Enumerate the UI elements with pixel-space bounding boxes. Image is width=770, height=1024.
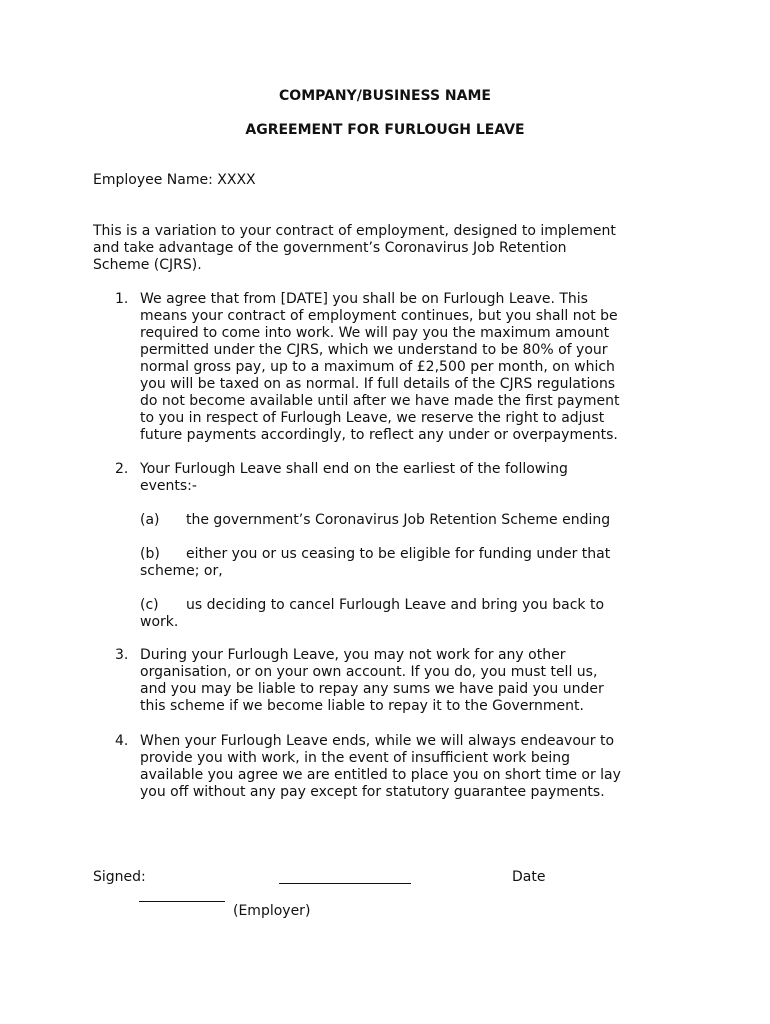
sub-item-label: (c) <box>140 597 159 613</box>
item-line: to you in respect of Furlough Leave, we reserve the right to adjust <box>140 410 605 426</box>
sub-item-label: (b) <box>140 546 160 562</box>
item-text <box>140 733 690 801</box>
intro-paragraph <box>93 223 683 274</box>
item-text <box>140 461 690 495</box>
item-line: future payments accordingly, to reflect any under or overpayments. <box>140 427 618 443</box>
employer-label: (Employer) <box>233 903 311 919</box>
item-line: available you agree we are entitled to place you on short time or lay <box>140 767 621 783</box>
sub-item-line: the government’s Coronavirus Job Retention Scheme ending <box>186 512 611 528</box>
intro-line: and take advantage of the government’s Coronavirus Job Retention <box>93 240 567 256</box>
item-text <box>140 291 690 444</box>
item-line: events:- <box>140 478 197 494</box>
item-line: Your Furlough Leave shall end on the earliest of the following <box>140 461 568 477</box>
item-line: When your Furlough Leave ends, while we will always endeavour to <box>140 733 615 749</box>
date-label: Date <box>512 869 546 885</box>
signature-line-employer <box>279 883 411 884</box>
employee-name: Employee Name: XXXX <box>93 172 256 188</box>
signed-label: Signed: <box>93 869 146 885</box>
item-line: this scheme if we become liable to repay it to the Government. <box>140 698 584 714</box>
item-line: required to come into work. We will pay you the maximum amount <box>140 325 610 341</box>
item-line: During your Furlough Leave, you may not work for any other <box>140 647 566 663</box>
item-line: normal gross pay, up to a maximum of £2,500 per month, on which <box>140 359 615 375</box>
item-line: organisation, or on your own account. If you do, you must tell us, <box>140 664 598 680</box>
sub-item-line: either you or us ceasing to be eligible for funding under that <box>186 546 611 562</box>
sub-item-label: (a) <box>140 512 160 528</box>
sub-item-line: scheme; or, <box>140 563 223 579</box>
sub-item-line: work. <box>140 614 179 630</box>
signature-line-short <box>139 901 225 902</box>
item-line: you off without any pay except for statutory guarantee payments. <box>140 784 605 800</box>
item-number: 4. <box>115 733 129 749</box>
item-text <box>140 647 690 715</box>
item-line: you will be taxed on as normal. If full details of the CJRS regulations <box>140 376 616 392</box>
sub-item-line: us deciding to cancel Furlough Leave and bring you back to <box>186 597 605 613</box>
item-line: provide you with work, in the event of insufficient work being <box>140 750 570 766</box>
sub-item-c <box>140 597 680 631</box>
item-line: and you may be liable to repay any sums we have paid you under <box>140 681 604 697</box>
item-line: do not become available until after we have made the first payment <box>140 393 620 409</box>
page-title: COMPANY/BUSINESS NAME <box>279 88 491 104</box>
agreement-title: AGREEMENT FOR FURLOUGH LEAVE <box>245 122 525 138</box>
item-line: means your contract of employment continues, but you shall not be <box>140 308 618 324</box>
item-number: 1. <box>115 291 129 307</box>
intro-line: This is a variation to your contract of employment, designed to implement <box>93 223 616 239</box>
item-line: We agree that from [DATE] you shall be on Furlough Leave. This <box>140 291 588 307</box>
item-number: 3. <box>115 647 129 663</box>
sub-item-a <box>140 512 680 529</box>
intro-line: Scheme (CJRS). <box>93 257 202 273</box>
item-line: permitted under the CJRS, which we understand to be 80% of your <box>140 342 608 358</box>
item-number: 2. <box>115 461 129 477</box>
sub-item-b <box>140 546 680 580</box>
